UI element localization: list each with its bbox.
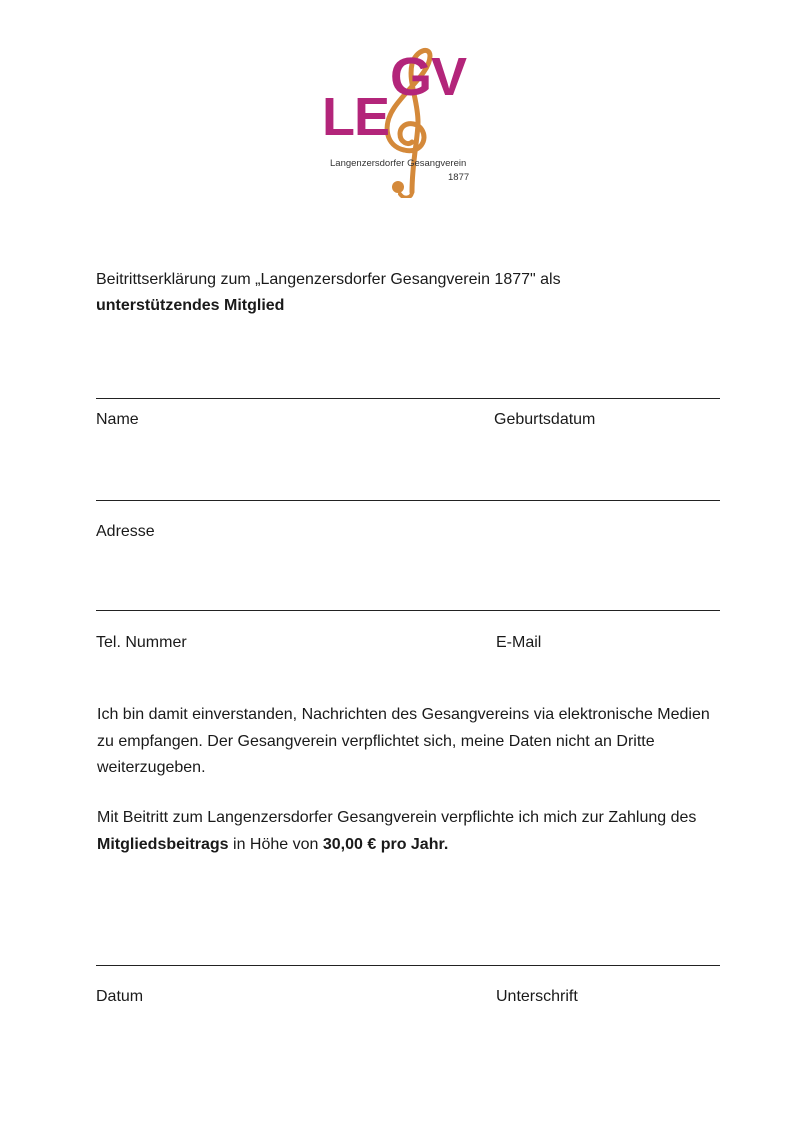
name-line[interactable] [96,398,720,399]
signature-line[interactable] [96,965,720,966]
logo-year: 1877 [448,172,470,183]
consent-text: Ich bin damit einverstanden, Nachrichten des Gesangvereins via elektronische Medien zu empfangen. Der Gesangverein verpflichtet sich, meine Daten nicht an Dritte weiterzugeben. [97,706,710,776]
logo-letters-gv: GV [390,47,467,107]
title-line-1: Beitrittserklärung zum „Langenzersdorfer Gesangverein 1877" als [96,271,561,288]
fee-amount: 30,00 € pro Jahr. [322,835,449,853]
fee-bold-term: Mitgliedsbeitrags [97,835,229,853]
signature-label: Unterschrift [496,988,578,1005]
logo-club-name: Langenzersdorfer Gesangverein [330,158,467,169]
title-line-2: unterstützendes Mitglied [96,297,285,314]
form-title [96,267,561,319]
address-line[interactable] [96,500,720,501]
address-label: Adresse [96,523,155,540]
club-logo [320,38,480,198]
name-label: Name [96,411,139,428]
date-label: Datum [96,988,144,1005]
logo-letters-le: LE [322,87,390,147]
fee-text [97,805,717,858]
fee-middle: in Höhe von [228,835,323,853]
phone-email-line[interactable] [96,610,720,611]
fee-prefix: Mit Beitritt zum Langenzersdorfer Gesangverein verpflichte ich mich zur Zahlung des [97,809,697,826]
birthdate-label: Geburtsdatum [494,411,596,428]
email-label: E-Mail [496,634,542,651]
phone-label: Tel. Nummer [96,634,187,651]
